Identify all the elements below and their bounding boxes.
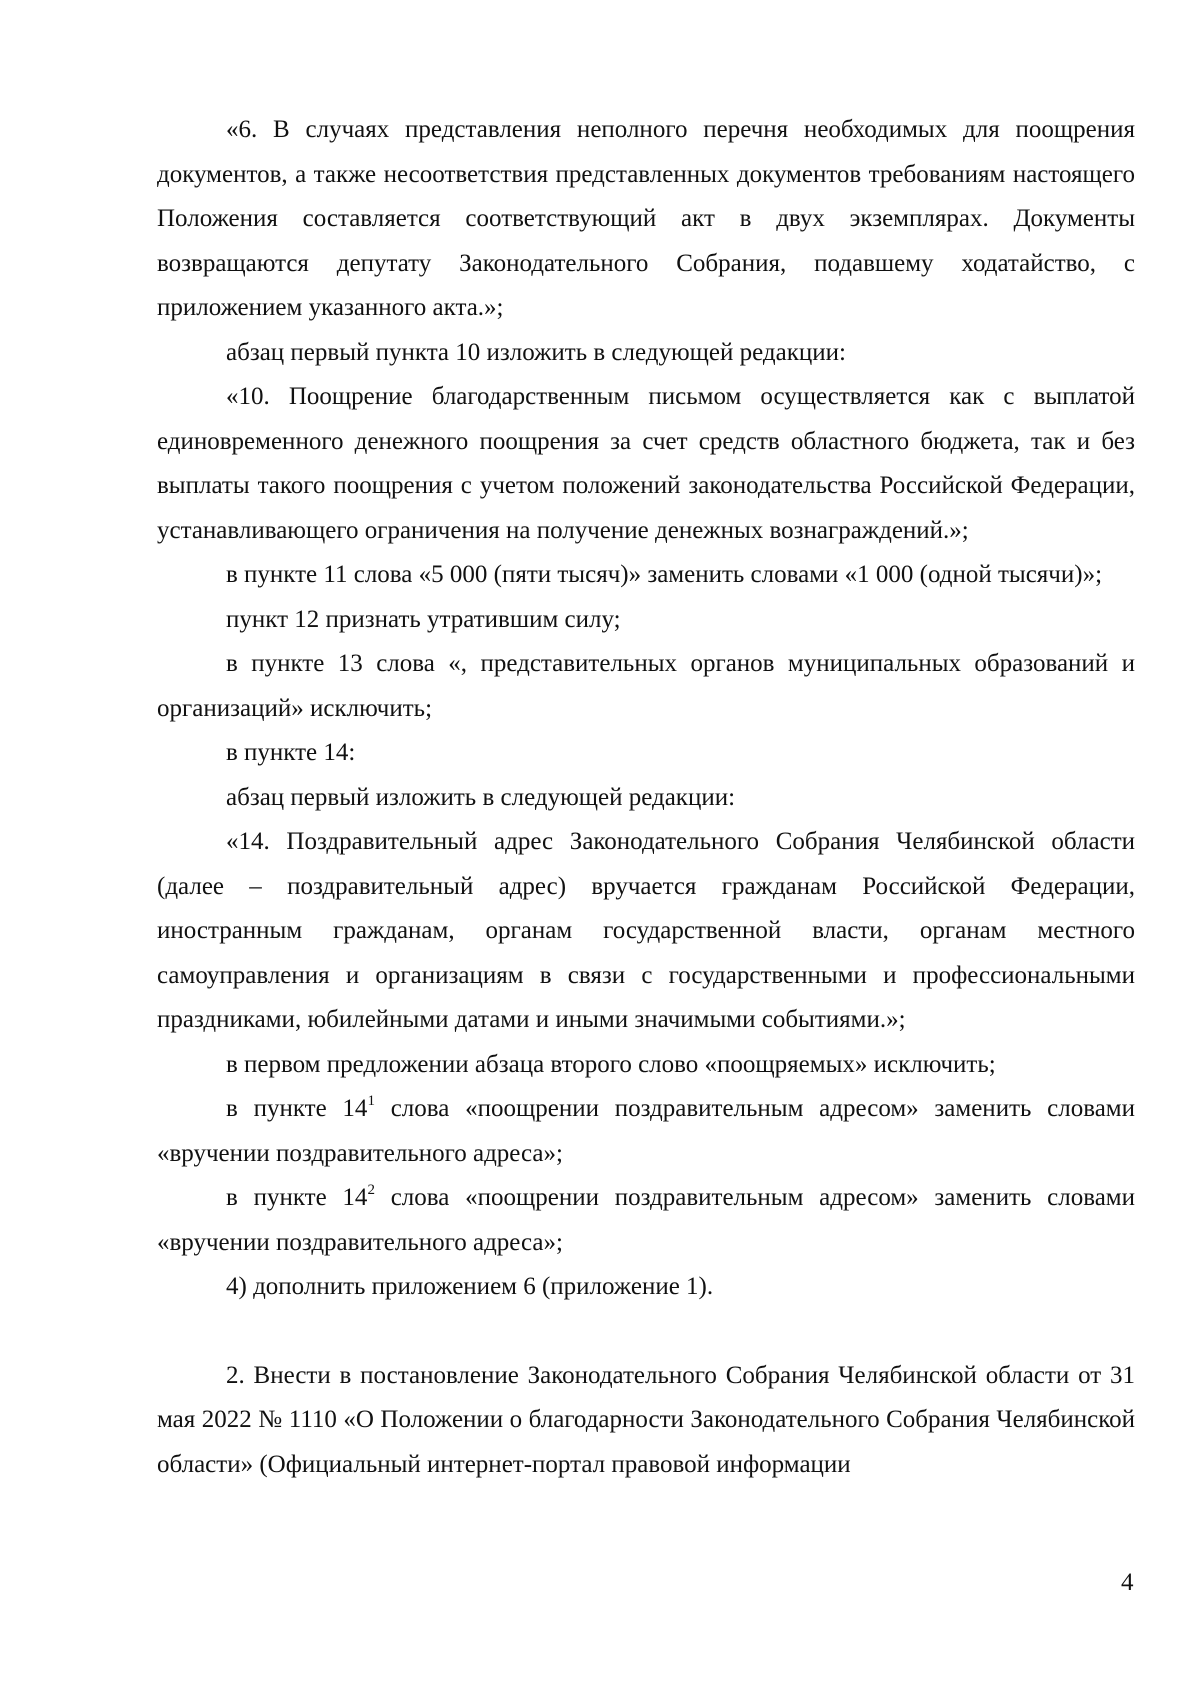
paragraph-item-14-second-para: в первом предложении абзаца второго слово «поощряемых» исключить; <box>226 1050 996 1078</box>
paragraph-appendix: 4) дополнить приложением 6 (приложение 1). <box>226 1273 714 1300</box>
paragraph-item-14-1 <box>157 1087 1135 1176</box>
superscript: 2 <box>367 1182 375 1198</box>
section-spacer <box>157 1310 1135 1354</box>
paragraph-text: в пункте 14 <box>226 1095 368 1122</box>
paragraph-item-14-first-para: абзац первый изложить в следующей редакции: <box>226 783 736 811</box>
document-body <box>157 108 1135 1487</box>
paragraph-item-10-text: «10. Поощрение благодарственным письмом осуществляется как с выплатой единовременного денежного поощрения за счет средств областного бюджета, так и без выплаты такого поощрения с учетом положений законодательства Российской Федерации, устанавливающего ограничения на получение денежных вознаграждений.»; <box>157 383 1135 544</box>
page-number: 4 <box>1121 1569 1134 1596</box>
paragraph-section-2: 2. Внести в постановление Законодательного Собрания Челябинской области от 31 мая 2022 № 1110 «О Положении о благодарности Законодательного Собрания Челябинской области» (Официальный интернет-портал правовой информации <box>157 1361 1135 1478</box>
paragraph-item-10-intro: абзац первый пункта 10 изложить в следующей редакции: <box>226 338 846 366</box>
paragraph-text: слова «поощрении поздравительным адресом» заменить словами «вручении поздравительного адреса»; <box>157 1184 1135 1256</box>
paragraph-item-12: пункт 12 признать утратившим силу; <box>226 605 621 633</box>
paragraph-item-11: в пункте 11 слова «5 000 (пяти тысяч)» заменить словами «1 000 (одной тысячи)»; <box>226 561 1103 588</box>
paragraph-item-14-text: «14. Поздравительный адрес Законодательного Собрания Челябинской области (далее – поздравительный адрес) вручается гражданам Российской Федерации, иностранным гражданам, органам государственной власти, органам местного самоуправления и организациям в связи с государственными и профессиональными праздниками, юбилейными датами и иными значимыми событиями.»; <box>157 828 1135 1033</box>
paragraph-item-13: в пункте 13 слова «, представительных органов муниципальных образований и организаций» исключить; <box>157 650 1135 722</box>
paragraph-item-6-text: «6. В случаях представления неполного перечня необходимых для поощрения документов, а также несоответствия представленных документов требованиям настоящего Положения составляется соответствующий акт в двух экземплярах. Документы возвращаются депутату Законодательного Собрания, подавшему ходатайство, с приложением указанного акта.»; <box>157 116 1135 321</box>
superscript: 1 <box>367 1093 375 1109</box>
paragraph-text: слова «поощрении поздравительным адресом» заменить словами «вручении поздравительного адреса»; <box>157 1095 1135 1167</box>
paragraph-item-14-2 <box>157 1176 1135 1265</box>
paragraph-text: в пункте 14 <box>226 1184 368 1211</box>
paragraph-item-14-intro: в пункте 14: <box>226 739 356 766</box>
